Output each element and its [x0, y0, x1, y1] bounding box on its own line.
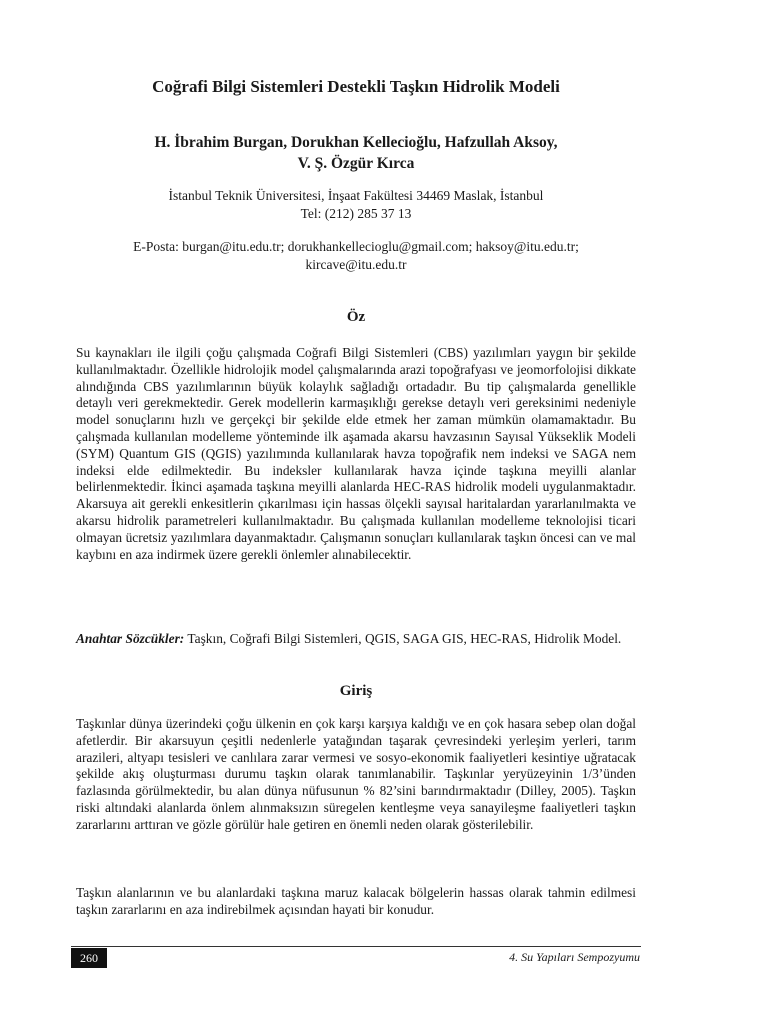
intro-paragraph-2: Taşkın alanlarının ve bu alanlardaki taşkına maruz kalacak bölgelerin hassas olarak tahmin edilmesi taşkın zararlarını en aza indirebilmek açısından hayati bir konudur. — [76, 885, 636, 917]
page-number: 260 — [71, 948, 107, 968]
affiliation: İstanbul Teknik Üniversitesi, İnşaat Fakültesi 34469 Maslak, İstanbul — [168, 188, 544, 203]
email-block — [76, 238, 636, 274]
keywords — [76, 631, 636, 648]
paper-title: Coğrafi Bilgi Sistemleri Destekli Taşkın Hidrolik Modeli — [152, 77, 560, 96]
authors-line-1: H. İbrahim Burgan, Dorukhan Kellecioğlu, Hafzullah Aksoy, — [154, 134, 558, 151]
authors-line-2: V. Ş. Özgür Kırca — [297, 155, 415, 172]
abstract-text: Su kaynakları ile ilgili çoğu çalışmada Coğrafi Bilgi Sistemleri (CBS) yazılımları yaygın bir şekilde kullanılmaktadır. Özellikle hidrolojik model çalışmalarında arazi topoğrafyası ve jeomorfolojisi dikkate alındığında CBS yazılımlarının büyük kolaylık sağladığı ortadadır. Bu tip çalışmalarda genellikle detaylı veri gerekmektedir. Gerek modellerin karmaşıklığı gerekse detaylı veri gereksinimi nedeniyle model sonuçlarını hızlı ve gerçekçi bir şekilde elde etmek her zaman mümkün olamamaktadır. Bu çalışmada kullanılan modelleme yönteminde ilk aşamada akarsu havzasının Sayısal Yükseklik Modeli (SYM) Quantum GIS (QGIS) yazılımında kullanılarak havza topoğrafik nem indeksi ve SAGA nem indeksi elde edilmektedir. Bu indeksler kullanılarak havza içinde taşkına meyilli alanlar belirlenmektedir. İkinci aşamada taşkına meyilli alanlarda HEC-RAS hidrolik modeli uygulanmaktadır. Akarsuya ait gerekli enkesitlerin çıkarılması için hassas ölçekli sayısal haritalardan yararlanılmakta ve akarsu hidrolik parametreleri kullanılmaktadır. Bu çalışmada kullanılan modelleme teknolojisi ticari olmayan ücretsiz yazılımlara dayanmaktadır. Çalışmanın sonuçları kullanılarak taşkın öncesi can ve mal kaybını en aza indirmek üzere gerekli önlemler alınabilecektir. — [76, 345, 636, 562]
telephone: Tel: (212) 285 37 13 — [300, 206, 412, 221]
author-list — [76, 132, 636, 174]
intro-paragraph-1: Taşkınlar dünya üzerindeki çoğu ülkenin en çok karşı karşıya kaldığı ve en çok hasara sebep olan doğal afetlerdir. Bir akarsuyun çeşitli nedenlerle yatağından taşarak çevresindeki yerleşim yerleri, tarım arazileri, altyapı tesisleri ve canlılara zarar vermesi ve sosyo-ekonomik faaliyetleri kesintiye uğratacak şekilde akış oluşturması durumu taşkın olarak tanımlanabilir. Taşkınlar yeryüzeyinin 1/3’ünden fazlasında görülmektedir, bu alan dünya nüfusunun % 82’sini barındırmaktadır (Dilley, 2005). Taşkın riski altındaki alanlarda önlem alınmaksızın süregelen kentleşme veya sanayileşme faaliyetleri taşkın zararlarını arttıran ve gözle görülür hale getiren en önemli neden olarak gösterilebilir. — [76, 716, 636, 832]
keywords-label: Anahtar Sözcükler: — [76, 631, 185, 646]
symposium-name: 4. Su Yapıları Sempozyumu — [509, 950, 640, 964]
intro-heading: Giriş — [339, 683, 373, 699]
email-line-2: kircave@itu.edu.tr — [305, 257, 407, 272]
keywords-list: Taşkın, Coğrafi Bilgi Sistemleri, QGIS, SAGA GIS, HEC-RAS, Hidrolik Model. — [184, 631, 622, 646]
footer-rule — [71, 946, 641, 947]
affiliation-block — [76, 187, 636, 223]
email-line-1: E-Posta: burgan@itu.edu.tr; dorukhankellecioglu@gmail.com; haksoy@itu.edu.tr; — [133, 239, 579, 254]
abstract-heading: Öz — [346, 309, 366, 325]
